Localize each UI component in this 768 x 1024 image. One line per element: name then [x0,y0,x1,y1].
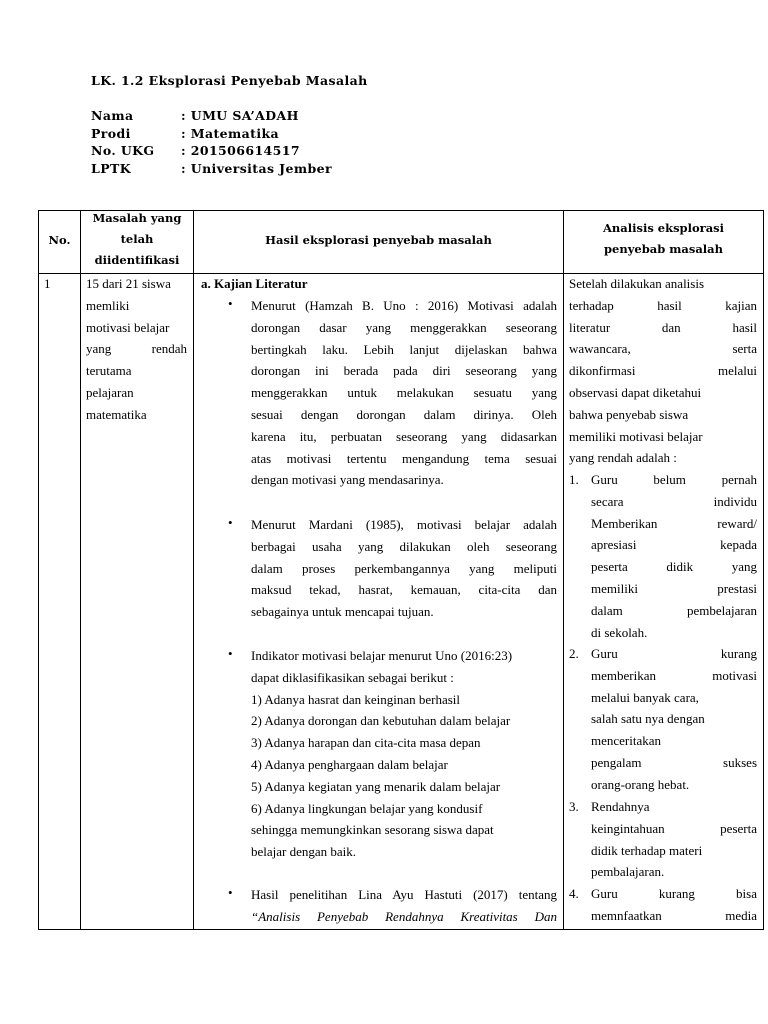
table-border-right [763,210,764,930]
bullet-icon: • [228,885,233,900]
text-line: pengalam sukses [591,754,757,770]
text-line: pembalajaran. [591,864,665,880]
identity-label: Prodi [91,125,131,141]
text-line: memiliki motivasi belajar [569,428,703,444]
header-no: No. [48,233,71,247]
literature-bullet-3 [251,645,557,863]
text-line: keingintahuan peserta [591,820,757,836]
header-analisis-line: penyebab masalah [604,242,723,256]
text-line: 5) Adanya kegiatan yang menarik dalam belajar [251,778,501,794]
text-line: bahwa penyebab siswa [569,406,689,422]
header-masalah-line: diidentifikasi [94,253,180,267]
text-line: terhadap hasil kajian [569,297,757,313]
text-line: memiliki prestasi [591,580,757,596]
text-line: Indikator motivasi belajar menurut Uno (2016:23) [251,648,513,663]
identity-row-lptk [91,160,332,178]
text-line: sebagainya untuk mencapai tujuan. [251,604,434,620]
text-line: dalam pembelajaran [591,602,757,618]
text-line: belajar dengan baik. [251,844,357,860]
column-divider-2 [193,210,194,930]
cause-number: 3. [569,799,579,814]
cause-number: 4. [569,886,579,901]
text-line: dengan motivasi yang mendasarinya. [251,472,444,488]
text-line: dorongan ini berada pada diri seseorang yang [251,363,557,379]
bullet-icon: • [228,296,233,311]
text-line: Rendahnya [591,799,650,814]
text-line: Setelah dilakukan analisis [569,276,705,291]
problem-line: matematika [86,406,147,422]
text-line: secara individu [591,493,757,509]
identity-block [91,107,332,177]
text-line: berbagai usaha yang dilakukan oleh seseorang [251,538,557,554]
text-line: salah satu nya dengan [591,711,705,727]
column-divider-1 [80,210,81,930]
identity-row-no-ukg [91,142,332,160]
identity-row-prodi [91,125,332,143]
text-line: Hasil penelitihan Lina Ayu Hastuti (2017) tentang [251,887,557,902]
text-line: didik terhadap materi [591,842,703,858]
identity-value: : Universitas Jember [181,160,332,176]
row-number: 1 [44,276,51,291]
cause-number: 2. [569,646,579,661]
identity-label: No. UKG [91,143,155,158]
column-divider-3 [563,210,564,930]
text-line: 1) Adanya hasrat dan keinginan berhasil [251,691,461,707]
text-line: bertingkah laku. Lebih lanjut dijelaskan bahwa [251,341,557,357]
text-line: di sekolah. [591,624,648,640]
text-line: observasi dapat diketahui [569,384,702,400]
text-line: dalam proses perkembangannya yang meliputi [251,560,557,576]
cause-number: 1. [569,472,579,487]
header-masalah [81,208,193,271]
text-line: “Analisis Penyebab Rendahnya Kreativitas Dan [251,908,557,924]
text-line: dapat diklasifikasikan sebagai berikut : [251,669,454,685]
text-line: memberikan motivasi [591,667,757,683]
identity-value: : Matematika [181,125,280,141]
problem-line: motivasi belajar [86,319,170,335]
identity-label: LPTK [91,160,131,176]
cause-item-1 [591,469,757,643]
text-line: dikonfirmasi melalui [569,363,757,379]
text-line: 4) Adanya penghargaan dalam belajar [251,756,448,772]
problem-line: yang rendah [86,341,187,357]
text-line: atas motivasi tertentu mengandung tema sesuai [251,450,557,466]
text-line: maksud tekad, hasrat, kemauan, cita-cita dan [251,582,557,598]
identity-value: : 201506614517 [181,143,300,158]
text-line: dorongan dasar yang menggerakkan seseorang [251,319,557,335]
text-line: wawancara, serta [569,341,757,357]
text-line: Menurut (Hamzah B. Uno : 2016) Motivasi adalah [251,298,557,313]
identity-value: : UMU SA’ADAH [181,108,299,123]
text-line: memnfaatkan media [591,907,757,923]
problem-line: memliki [86,297,130,313]
text-line: melalui banyak cara, [591,689,699,705]
table-border-bottom [38,929,764,930]
cause-item-2 [591,643,757,796]
text-line: apresiasi kepada [591,537,757,553]
literature-bullet-2 [251,514,557,623]
literature-bullet-4 [251,884,557,928]
problem-line: pelajaran [86,384,134,400]
table-border-left [38,210,39,930]
text-line: Guru kurang bisa [591,886,757,901]
cause-item-3 [591,796,757,883]
bullet-icon: • [228,646,233,661]
header-hasil: Hasil eksplorasi penyebab masalah [265,233,492,247]
text-line: karena itu, perbuatan seseorang yang didasarkan [251,428,557,444]
problem-line: terutama [86,363,132,379]
text-line: orang-orang hebat. [591,776,690,792]
problem-cell [86,273,187,426]
text-line: menggerakkan untuk melakukan sesuatu yang [251,385,557,401]
header-analisis-line: Analisis eksplorasi [603,221,724,235]
exploration-table [38,210,764,930]
text-line: sehingga memungkinkan sesorang siswa dapat [251,822,494,838]
text-line: sesuai dengan dorongan dalam dirinya. Oleh [251,406,557,422]
text-line: Guru kurang [591,646,757,661]
problem-line: 15 dari 21 siswa [86,276,171,291]
text-line: literatur dan hasil [569,319,757,335]
bullet-icon: • [228,515,233,530]
text-line: 6) Adanya lingkungan belajar yang kondusif [251,800,483,816]
cause-item-4 [591,883,757,927]
text-line: yang rendah adalah : [569,450,677,466]
header-masalah-line: Masalah yang [92,211,182,225]
section-heading: a. Kajian Literatur [201,276,308,291]
text-line: Menurut Mardani (1985), motivasi belajar adalah [251,517,557,532]
text-line: 2) Adanya dorongan dan kebutuhan dalam belajar [251,713,511,729]
header-analisis [564,218,763,260]
identity-label: Nama [91,108,134,123]
text-line: Guru belum pernah [591,472,757,487]
text-line: menceritakan [591,733,662,749]
analysis-intro [569,273,757,469]
header-masalah-line: telah [120,232,154,246]
text-line: Memberikan reward/ [591,515,757,531]
literature-bullet-1 [251,295,557,491]
text-line: peserta didik yang [591,559,757,575]
text-line: 3) Adanya harapan dan cita-cita masa depan [251,735,481,751]
identity-row-nama [91,107,332,125]
document-title: LK. 1.2 Eksplorasi Penyebab Masalah [91,73,368,88]
